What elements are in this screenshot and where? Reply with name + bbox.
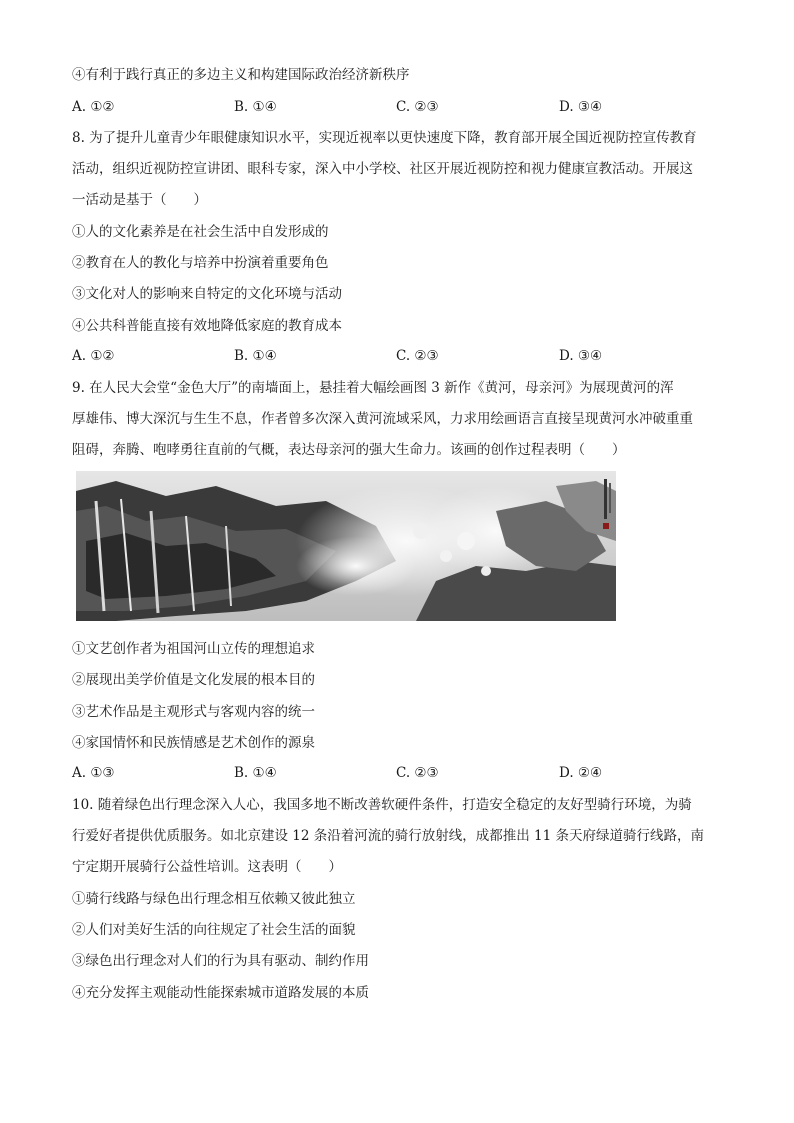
q7-choice-c: C. ②③ xyxy=(396,99,439,115)
q9-choices xyxy=(72,763,712,783)
q8-option-1: ①人的文化素养是在社会生活中自发形成的 xyxy=(72,224,329,240)
q7-option-4: ④有利于践行真正的多边主义和构建国际政治经济新秩序 xyxy=(72,67,410,83)
q9-choice-d: D. ②④ xyxy=(559,765,603,781)
q9-option-4: ④家国情怀和民族情感是艺术创作的源泉 xyxy=(72,735,315,751)
q8-option-4: ④公共科普能直接有效地降低家庭的教育成本 xyxy=(72,318,342,334)
q7-choices xyxy=(72,97,712,117)
q8-choice-c: C. ②③ xyxy=(396,348,439,364)
q7-choice-a: A. ①② xyxy=(72,99,115,115)
q9-stem-line-2: 厚雄伟、博大深沉与生生不息，作者曾多次深入黄河流域采风，力求用绘画语言直接呈现黄河水冲破重重 xyxy=(72,411,693,427)
q7-choice-d: D. ③④ xyxy=(559,99,603,115)
q9-choice-c: C. ②③ xyxy=(396,765,439,781)
q9-option-3: ③艺术作品是主观形式与客观内容的统一 xyxy=(72,704,315,720)
q10-option-3: ③绿色出行理念对人们的行为具有驱动、制约作用 xyxy=(72,953,369,969)
q8-option-2: ②教育在人的教化与培养中扮演着重要角色 xyxy=(72,255,329,271)
q10-option-4: ④充分发挥主观能动性能探索城市道路发展的本质 xyxy=(72,985,369,1001)
q8-stem-line-1: 8. 为了提升儿童青少年眼健康知识水平，实现近视率以更快速度下降，教育部开展全国近视防控宣传教育 xyxy=(72,130,697,146)
q8-choices xyxy=(72,346,712,366)
q9-stem-line-1: 9. 在人民大会堂“金色大厅”的南墙面上，悬挂着大幅绘画图 3 新作《黄河，母亲河》为展现黄河的浑 xyxy=(72,380,674,396)
q10-stem-line-1: 10. 随着绿色出行理念深入人心，我国多地不断改善软硬件条件，打造安全稳定的友好型骑行环境，为骑 xyxy=(72,797,692,813)
q8-option-3: ③文化对人的影响来自特定的文化环境与活动 xyxy=(72,286,342,302)
q8-stem-line-3: 一活动是基于（ ） xyxy=(72,192,207,208)
q9-option-2: ②展现出美学价值是文化发展的根本目的 xyxy=(72,672,315,688)
q8-choice-a: A. ①② xyxy=(72,348,115,364)
q9-choice-b: B. ①④ xyxy=(234,765,277,781)
q7-choice-b: B. ①④ xyxy=(234,99,277,115)
q8-choice-b: B. ①④ xyxy=(234,348,277,364)
q9-choice-a: A. ①③ xyxy=(72,765,115,781)
q10-stem-line-3: 宁定期开展骑行公益性培训。这表明（ ） xyxy=(72,859,342,875)
q9-option-1: ①文艺创作者为祖国河山立传的理想追求 xyxy=(72,641,315,657)
q8-stem-line-2: 活动，组织近视防控宣讲团、眼科专家，深入中小学校、社区开展近视防控和视力健康宣教活动。开展这 xyxy=(72,161,693,177)
q10-option-2: ②人们对美好生活的向往规定了社会生活的面貌 xyxy=(72,922,356,938)
yellow-river-painting-image xyxy=(76,471,616,621)
q8-choice-d: D. ③④ xyxy=(559,348,603,364)
q9-stem-line-3: 阻碍，奔腾、咆哮勇往直前的气概，表达母亲河的强大生命力。该画的创作过程表明（ ） xyxy=(72,442,626,458)
q10-stem-line-2: 行爱好者提供优质服务。如北京建设 12 条沿着河流的骑行放射线，成都推出 11 条天府绿道骑行线路，南 xyxy=(72,828,705,844)
q10-option-1: ①骑行线路与绿色出行理念相互依赖又彼此独立 xyxy=(72,891,356,907)
